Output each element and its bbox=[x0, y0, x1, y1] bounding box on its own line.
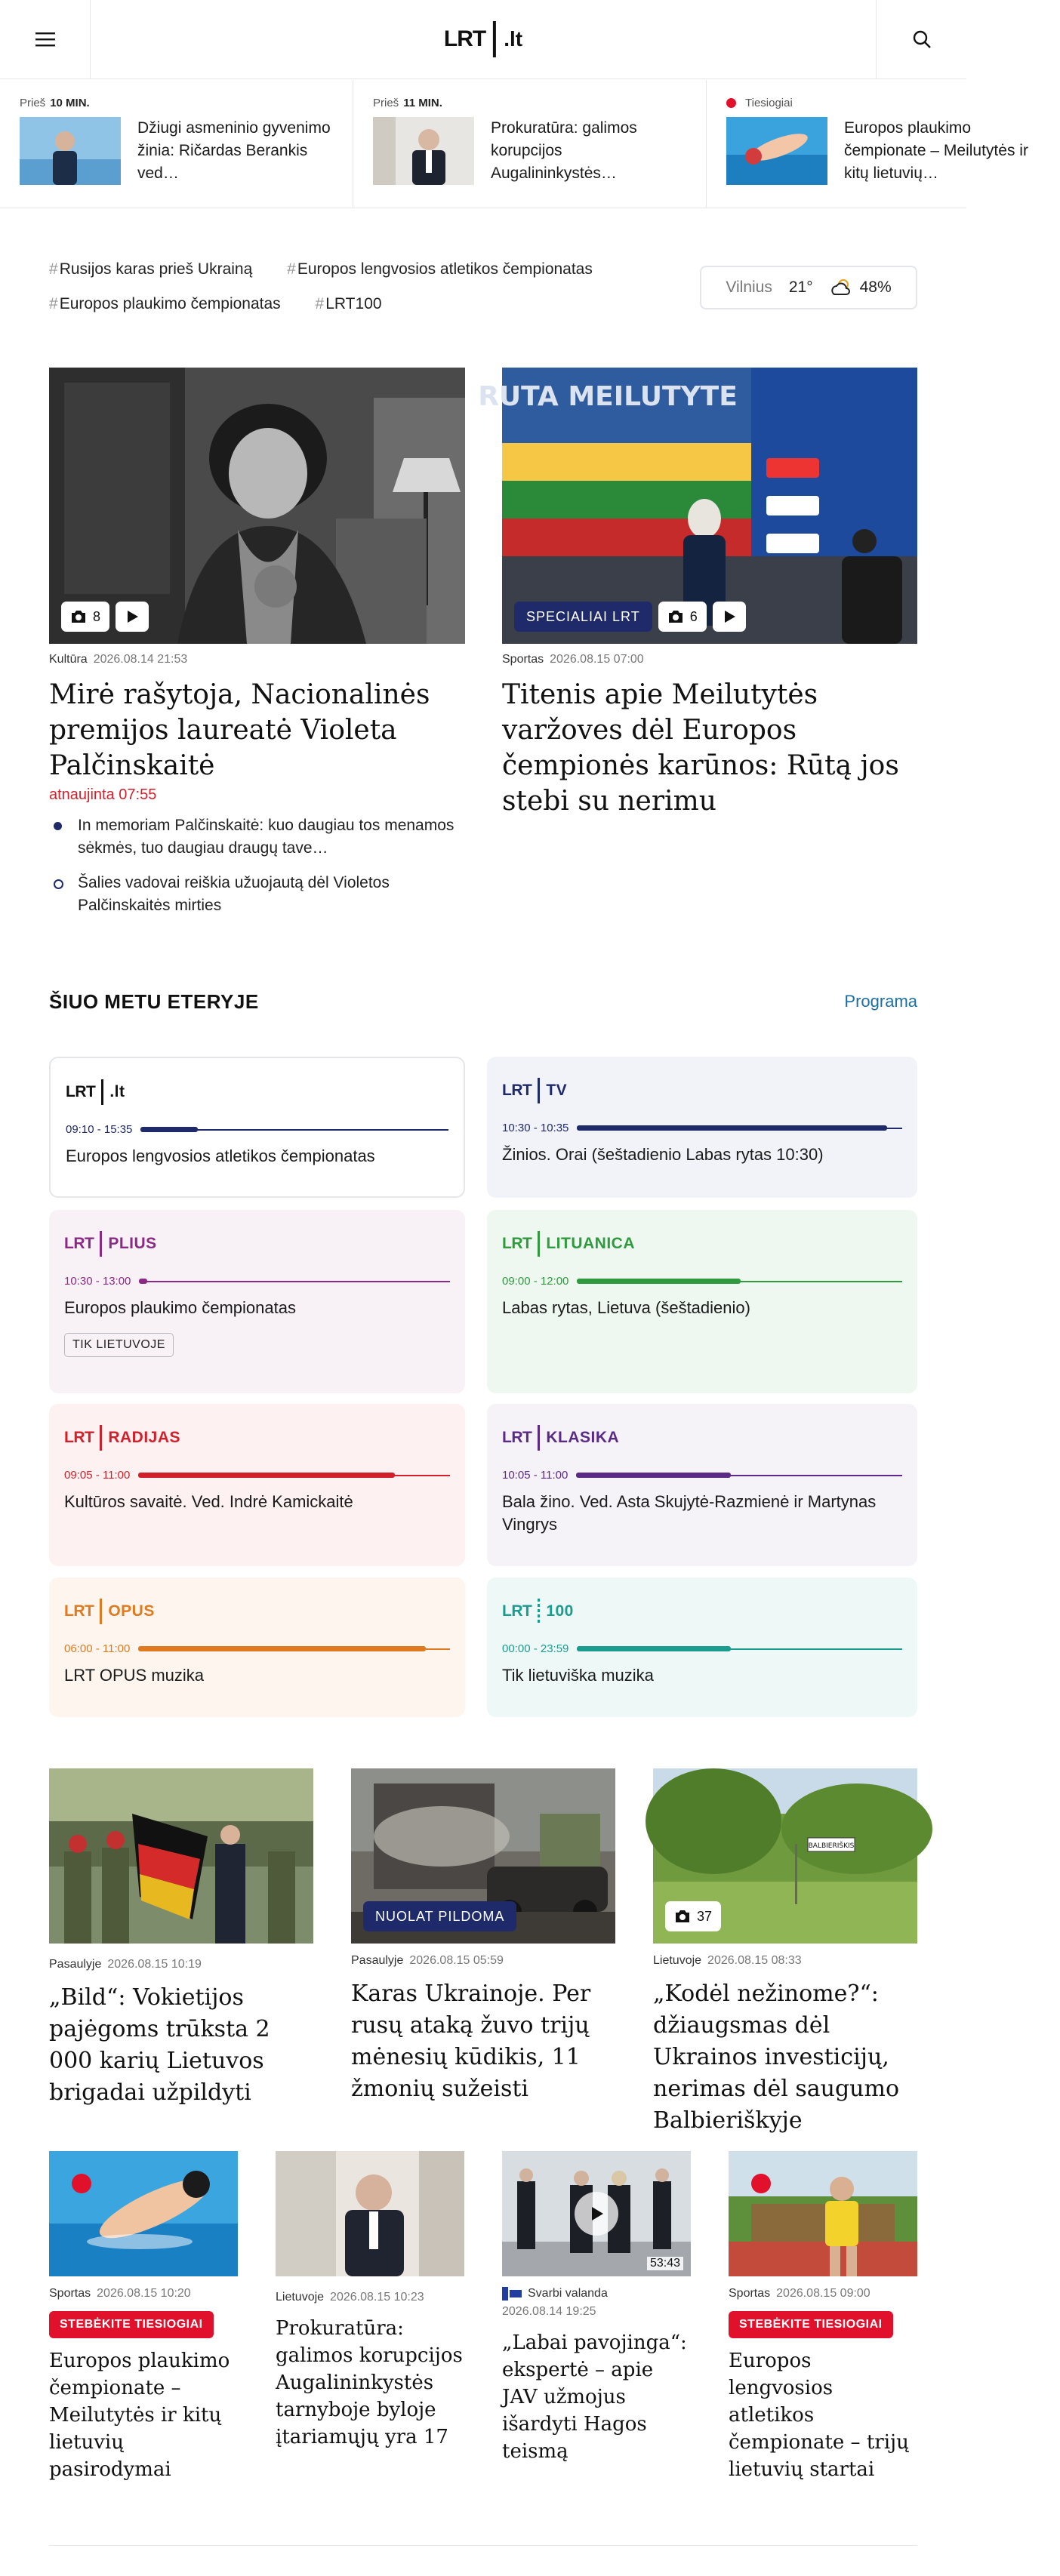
progress-row bbox=[502, 1642, 902, 1655]
ticker-title: Prokuratūra: galimos korupcijos Augalininkystės… bbox=[491, 119, 637, 182]
progress-fill bbox=[139, 1647, 425, 1651]
special-badge: SPECIALIAI LRT bbox=[514, 602, 652, 632]
article-title[interactable]: Europos plaukimo čempionate – Meilutytės ir kitų lietuvių pasirodymai bbox=[49, 2350, 230, 2481]
article-meta: Kultūra 2026.08.14 21:53 bbox=[49, 653, 188, 666]
ticker-item[interactable] bbox=[0, 80, 353, 208]
partly-cloudy-icon bbox=[830, 278, 854, 297]
channel-logo: LRT OPUS bbox=[64, 1599, 450, 1624]
weather-widget[interactable] bbox=[700, 266, 917, 309]
time-range: 09:00 - 12:00 bbox=[502, 1275, 569, 1288]
updated-label: atnaujinta 07:55 bbox=[49, 786, 157, 803]
channel-logo: LRT RADIJAS bbox=[64, 1425, 450, 1451]
search-icon bbox=[912, 29, 932, 49]
show-logo-icon bbox=[502, 2287, 522, 2301]
time-range: 09:10 - 15:35 bbox=[66, 1123, 133, 1136]
ticker-time: Prieš 11 MIN. bbox=[373, 97, 442, 109]
channel-card[interactable] bbox=[49, 1057, 465, 1198]
channel-logo: LRT LITUANICA bbox=[502, 1231, 902, 1257]
article-card[interactable]: Lietuvoje 2026.08.15 10:23 Prokuratūra: galimos korupcijos Augalininkystės tarnyboje byloje įtariamųjų yra 17 bbox=[276, 2151, 464, 2451]
live-badge: STEBĖKITE TIESIOGIAI bbox=[49, 2311, 214, 2338]
article-title[interactable]: Europos lengvosios atletikos čempionate – trijų lietuvių startai bbox=[729, 2350, 909, 2481]
camera-icon bbox=[667, 610, 684, 623]
article-meta: Sportas 2026.08.15 07:00 bbox=[502, 653, 644, 666]
time-range: 00:00 - 23:59 bbox=[502, 1642, 569, 1655]
channel-card[interactable] bbox=[49, 1577, 465, 1717]
article-card[interactable] bbox=[502, 2151, 691, 2465]
show-title: Labas rytas, Lietuva (šeštadienio) bbox=[502, 1298, 750, 1317]
progress-track bbox=[578, 1128, 902, 1129]
article-card[interactable]: Sportas 2026.08.15 09:00 STEBĖKITE TIESIOGIAI Europos lengvosios atletikos čempionate – trijų lietuvių startai bbox=[729, 2151, 917, 2483]
logo-brand: LRT bbox=[443, 26, 486, 51]
logo-domain: .lt bbox=[504, 27, 523, 51]
live-dot-icon bbox=[726, 98, 736, 108]
progress-track bbox=[578, 1281, 902, 1282]
news-ticker bbox=[0, 80, 1028, 208]
channel-card[interactable] bbox=[487, 1210, 917, 1393]
article-card[interactable]: Pasaulyje 2026.08.15 10:19 „Bild“: Vokietijos pajėgoms trūksta 2 000 karių Lietuvos brigadai užpildyti bbox=[49, 1768, 313, 2109]
channel-card[interactable] bbox=[49, 1210, 465, 1393]
show-title: LRT OPUS muzika bbox=[64, 1666, 205, 1685]
logo-divider bbox=[493, 21, 496, 57]
article-date: 2026.08.14 19:25 bbox=[502, 2305, 596, 2318]
progress-track bbox=[141, 1129, 448, 1131]
swimmer-photo bbox=[49, 2151, 238, 2276]
ticker-thumbnail bbox=[726, 117, 827, 185]
channel-card[interactable] bbox=[487, 1057, 917, 1198]
weather-temp: 21° bbox=[788, 279, 813, 296]
show-title: Tik lietuviška muzika bbox=[502, 1666, 654, 1685]
channel-logo: LRT PLIUS bbox=[64, 1231, 450, 1257]
hamburger-icon bbox=[35, 32, 55, 47]
ticker-time: Prieš 10 MIN. bbox=[20, 97, 90, 109]
top-article[interactable] bbox=[49, 368, 465, 917]
progress-track bbox=[578, 1648, 902, 1650]
article-title[interactable]: Titenis apie Meilutytės varžoves dėl Europos čempionės karūnos: Rūtą jos stebi su nerimu bbox=[502, 679, 899, 817]
show-title: Bala žino. Ved. Asta Skujytė-Razmienė ir Martynas Vingrys bbox=[502, 1492, 877, 1534]
progress-fill bbox=[140, 1279, 146, 1283]
video-duration: 53:43 bbox=[647, 2257, 683, 2270]
weather-humidity: 48% bbox=[859, 279, 892, 296]
progress-row bbox=[64, 1642, 450, 1655]
topic-tag[interactable]: #Europos lengvosios atletikos čempionatas bbox=[287, 260, 593, 278]
progress-track bbox=[139, 1475, 450, 1476]
article-title[interactable]: „Bild“: Vokietijos pajėgoms trūksta 2 000 karių Lietuvos brigadai užpildyti bbox=[49, 1984, 270, 2106]
progress-row bbox=[502, 1122, 902, 1134]
region-tag: TIK LIETUVOJE bbox=[64, 1333, 174, 1357]
article-title[interactable]: „Labai pavojinga“: ekspertė – apie JAV užmojus išardyti Hagos teismą bbox=[502, 2331, 687, 2463]
progress-row bbox=[66, 1123, 448, 1136]
ongoing-badge: NUOLAT PILDOMA bbox=[363, 1901, 516, 1931]
article-title[interactable]: Karas Ukrainoje. Per rusų ataką žuvo trijų mėnesių kūdikis, 11 žmonių sužeisti bbox=[351, 1980, 591, 2102]
svg-text:BALBIERIŠKIS: BALBIERIŠKIS bbox=[808, 1842, 855, 1850]
top-article[interactable] bbox=[478, 368, 917, 819]
progress-row bbox=[502, 1469, 902, 1482]
ticker-thumbnail bbox=[373, 117, 474, 185]
video-button[interactable] bbox=[713, 602, 746, 632]
ticker-item[interactable] bbox=[353, 80, 707, 208]
channel-logo: LRT KLASIKA bbox=[502, 1425, 902, 1451]
site-logo[interactable] bbox=[444, 21, 522, 57]
progress-track bbox=[577, 1475, 902, 1476]
live-dot-icon bbox=[72, 2174, 91, 2193]
progress-row bbox=[64, 1469, 450, 1482]
progress-track bbox=[140, 1281, 450, 1282]
topic-tag[interactable]: #LRT100 bbox=[315, 295, 382, 312]
channel-card[interactable] bbox=[487, 1404, 917, 1566]
article-image bbox=[49, 368, 465, 644]
article-title[interactable]: Prokuratūra: galimos korupcijos Augalininkystės tarnyboje byloje įtariamųjų yra 17 bbox=[276, 2317, 463, 2448]
weather-city: Vilnius bbox=[726, 279, 772, 296]
site-header bbox=[0, 0, 966, 79]
menu-button[interactable] bbox=[0, 0, 91, 79]
progress-fill bbox=[578, 1279, 740, 1283]
play-icon bbox=[722, 609, 737, 624]
ticker-title: Džiugi asmeninio gyvenimo žinia: Ričardas Berankis ved… bbox=[137, 119, 331, 182]
show-title: Kultūros savaitė. Ved. Indrė Kamickaitė bbox=[64, 1492, 353, 1511]
soldiers-photo bbox=[49, 1768, 313, 1944]
progress-row bbox=[64, 1275, 450, 1288]
channel-logo: LRT 100 bbox=[502, 1599, 902, 1624]
photo-count: 37 bbox=[665, 1901, 721, 1931]
progress-fill bbox=[577, 1473, 729, 1477]
ticker-thumbnail bbox=[20, 117, 121, 185]
related-link[interactable]: Šalies vadovai reiškia užuojautą dėl Violetos Palčinskaitės mirties bbox=[49, 872, 465, 917]
show-title: Europos plaukimo čempionatas bbox=[64, 1298, 296, 1317]
schedule-link[interactable]: Programa bbox=[844, 992, 917, 1011]
article-card[interactable]: BALBIERIŠKIS 37 Lietuvoje 2026.08.15 08:33 „Kodėl nežinome?“: džiaugsmas dėl Ukrainos investicijų, nerimas dėl saugumo Balbieriškyje bbox=[653, 1768, 917, 2137]
time-range: 10:30 - 10:35 bbox=[502, 1122, 569, 1134]
article-title[interactable]: „Kodėl nežinome?“: džiaugsmas dėl Ukrainos investicijų, nerimas dėl saugumo Balbieriškyje bbox=[653, 1980, 900, 2134]
search-button[interactable] bbox=[876, 0, 966, 79]
live-dot-icon bbox=[751, 2174, 771, 2193]
article-card[interactable]: Sportas 2026.08.15 10:20 STEBĖKITE TIESIOGIAI Europos plaukimo čempionate – Meilutytės ir kitų lietuvių pasirodymai bbox=[49, 2151, 238, 2483]
photo-count: 8 bbox=[61, 602, 109, 632]
ticker-item[interactable] bbox=[707, 80, 1060, 208]
athlete-photo bbox=[729, 2151, 917, 2276]
svg-text:RUTA MEILUTYTE: RUTA MEILUTYTE bbox=[478, 381, 738, 412]
progress-fill bbox=[578, 1647, 730, 1651]
channel-card[interactable] bbox=[49, 1404, 465, 1566]
topic-tag[interactable]: #Rusijos karas prieš Ukrainą bbox=[49, 260, 253, 278]
progress-track bbox=[139, 1648, 450, 1650]
play-icon bbox=[587, 2205, 605, 2223]
video-button[interactable] bbox=[116, 602, 149, 632]
play-button[interactable] bbox=[575, 2192, 618, 2236]
progress-fill bbox=[141, 1128, 196, 1131]
time-range: 10:30 - 13:00 bbox=[64, 1275, 131, 1288]
progress-fill bbox=[578, 1126, 886, 1130]
section-title: ŠIUO METU ETERYJE bbox=[49, 990, 259, 1013]
progress-row bbox=[502, 1275, 902, 1288]
progress-fill bbox=[139, 1473, 394, 1477]
time-range: 09:05 - 11:00 bbox=[64, 1469, 131, 1482]
play-icon bbox=[125, 609, 140, 624]
channel-card[interactable] bbox=[487, 1577, 917, 1717]
article-title[interactable]: Mirė rašytoja, Nacionalinės premijos laureatė Violeta Palčinskaitė bbox=[49, 679, 430, 781]
camera-icon bbox=[674, 1910, 691, 1923]
ticker-title: Europos plaukimo čempionate – Meilutytės ir kitų lietuvių… bbox=[844, 119, 1028, 182]
article-image bbox=[478, 368, 917, 644]
channel-logo: LRT TV bbox=[502, 1078, 902, 1103]
article-card[interactable]: NUOLAT PILDOMA Pasaulyje 2026.08.15 05:59 Karas Ukrainoje. Per rusų ataką žuvo trijų mėnesių kūdikis, 11 žmonių sužeisti bbox=[351, 1768, 615, 2105]
ticker-time: Tiesiogiai bbox=[726, 97, 1040, 109]
show-name[interactable]: Svarbi valanda bbox=[528, 2287, 608, 2300]
live-badge: STEBĖKITE TIESIOGIAI bbox=[729, 2311, 893, 2338]
camera-icon bbox=[70, 610, 87, 623]
section-divider bbox=[49, 2545, 917, 2546]
related-link[interactable]: In memoriam Palčinskaitė: kuo daugiau tos menamos sėkmės, tuo daugiau draugų tave… bbox=[49, 814, 465, 860]
time-range: 06:00 - 11:00 bbox=[64, 1642, 131, 1655]
show-title: Žinios. Orai (šeštadienio Labas rytas 10:30) bbox=[502, 1145, 824, 1164]
photo-count: 6 bbox=[658, 602, 707, 632]
channel-logo: LRT .lt bbox=[66, 1079, 448, 1105]
topic-tags bbox=[49, 252, 653, 322]
prosecutor-photo bbox=[276, 2151, 464, 2276]
time-range: 10:05 - 11:00 bbox=[502, 1469, 569, 1482]
show-title: Europos lengvosios atletikos čempionatas bbox=[66, 1146, 375, 1165]
topic-tag[interactable]: #Europos plaukimo čempionatas bbox=[49, 295, 281, 312]
